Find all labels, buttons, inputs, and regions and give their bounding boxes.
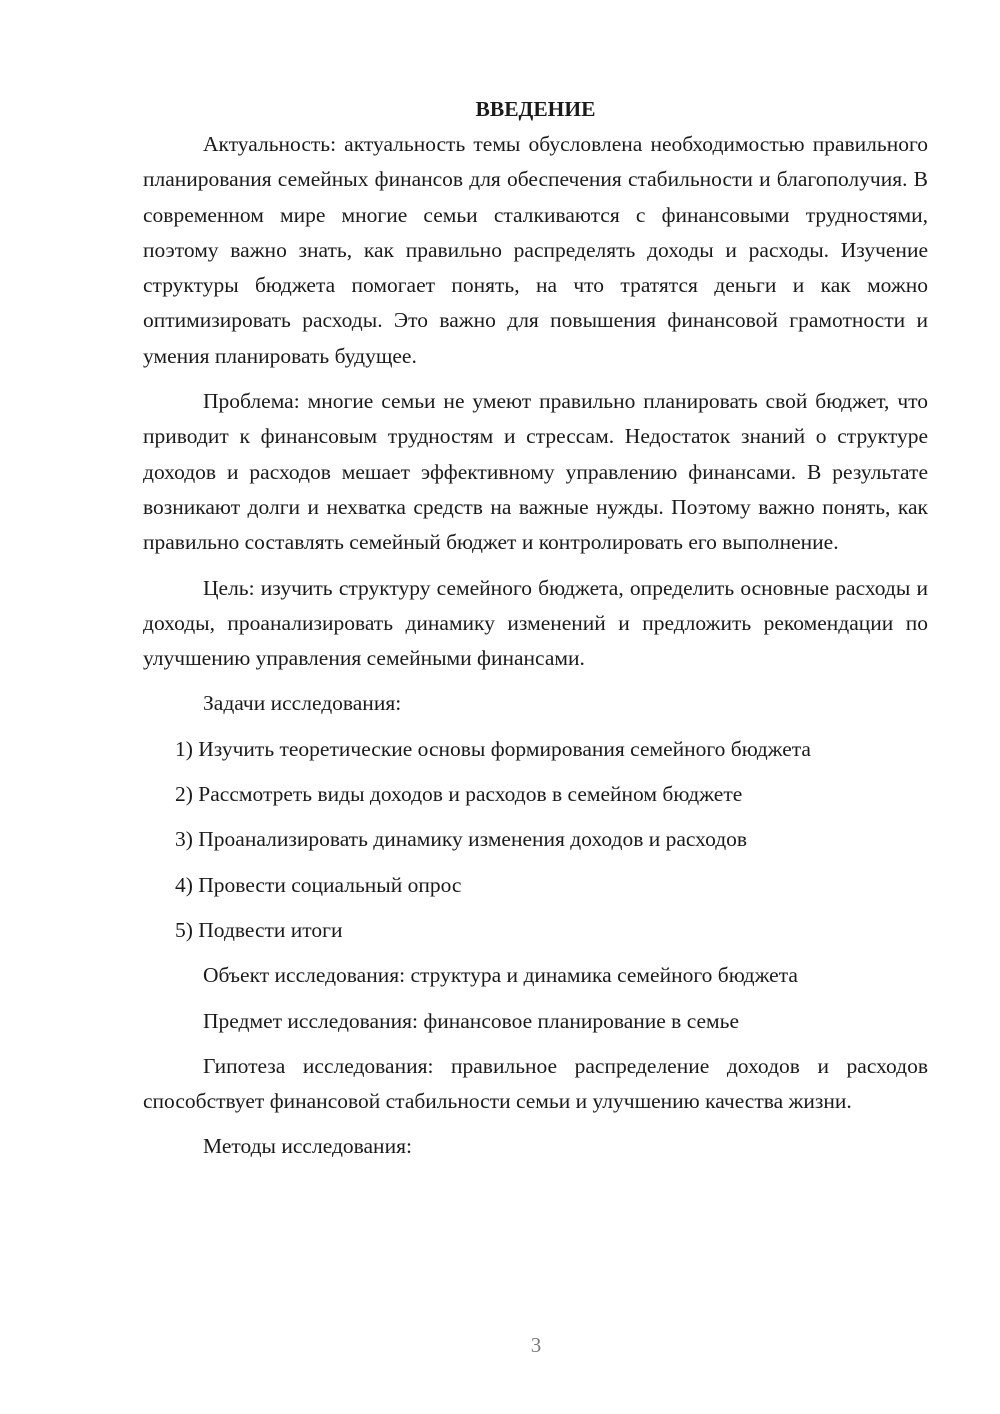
task-item-4: 4) Провести социальный опрос [175, 872, 462, 897]
task-item-5: 5) Подвести итоги [175, 917, 343, 942]
methods-heading: Методы исследования: [203, 1134, 412, 1159]
document-page [143, 92, 928, 1175]
paragraph-goal: Цель: изучить структуру семейного бюджета, определить основные расходы и доходы, проанализировать динамику изменений и предложить рекомендации по улучшению управления семейными финансами. [143, 575, 928, 671]
task-item-2: 2) Рассмотреть виды доходов и расходов в семейном бюджете [175, 782, 743, 807]
page-number: 3 [530, 1333, 542, 1357]
research-hypothesis: Гипотеза исследования: правильное распределение доходов и расходов способствует финансовой стабильности семьи и улучшению качества жизни. [143, 1053, 928, 1114]
paragraph-problem: Проблема: многие семьи не умеют правильно планировать свой бюджет, что приводит к финансовым трудностям и стрессам. Недостаток знаний о структуре доходов и расходов мешает эффективному управлению финансами. В результате возникают долги и нехватка средств на важные нужды. Поэтому важно понять, как правильно составлять семейный бюджет и контролировать его выполнение. [143, 389, 928, 555]
research-subject: Предмет исследования: финансовое планирование в семье [203, 1008, 739, 1033]
task-item-3: 3) Проанализировать динамику изменения доходов и расходов [175, 827, 748, 852]
paragraph-actuality: Актуальность: актуальность темы обусловлена необходимостью правильного планирования семейных финансов для обеспечения стабильности и благополучия. В современном мире многие семьи сталкиваются с финансовыми трудностями, поэтому важно знать, как правильно распределять доходы и расходы. Изучение структуры бюджета помогает понять, на что тратятся деньги и как можно оптимизировать расходы. Это важно для повышения финансовой грамотности и умения планировать будущее. [143, 132, 928, 368]
tasks-heading: Задачи исследования: [203, 691, 402, 716]
research-object: Объект исследования: структура и динамика семейного бюджета [203, 963, 798, 988]
page-title: ВВЕДЕНИЕ [475, 97, 596, 121]
task-item-1: 1) Изучить теоретические основы формирования семейного бюджета [175, 736, 811, 761]
